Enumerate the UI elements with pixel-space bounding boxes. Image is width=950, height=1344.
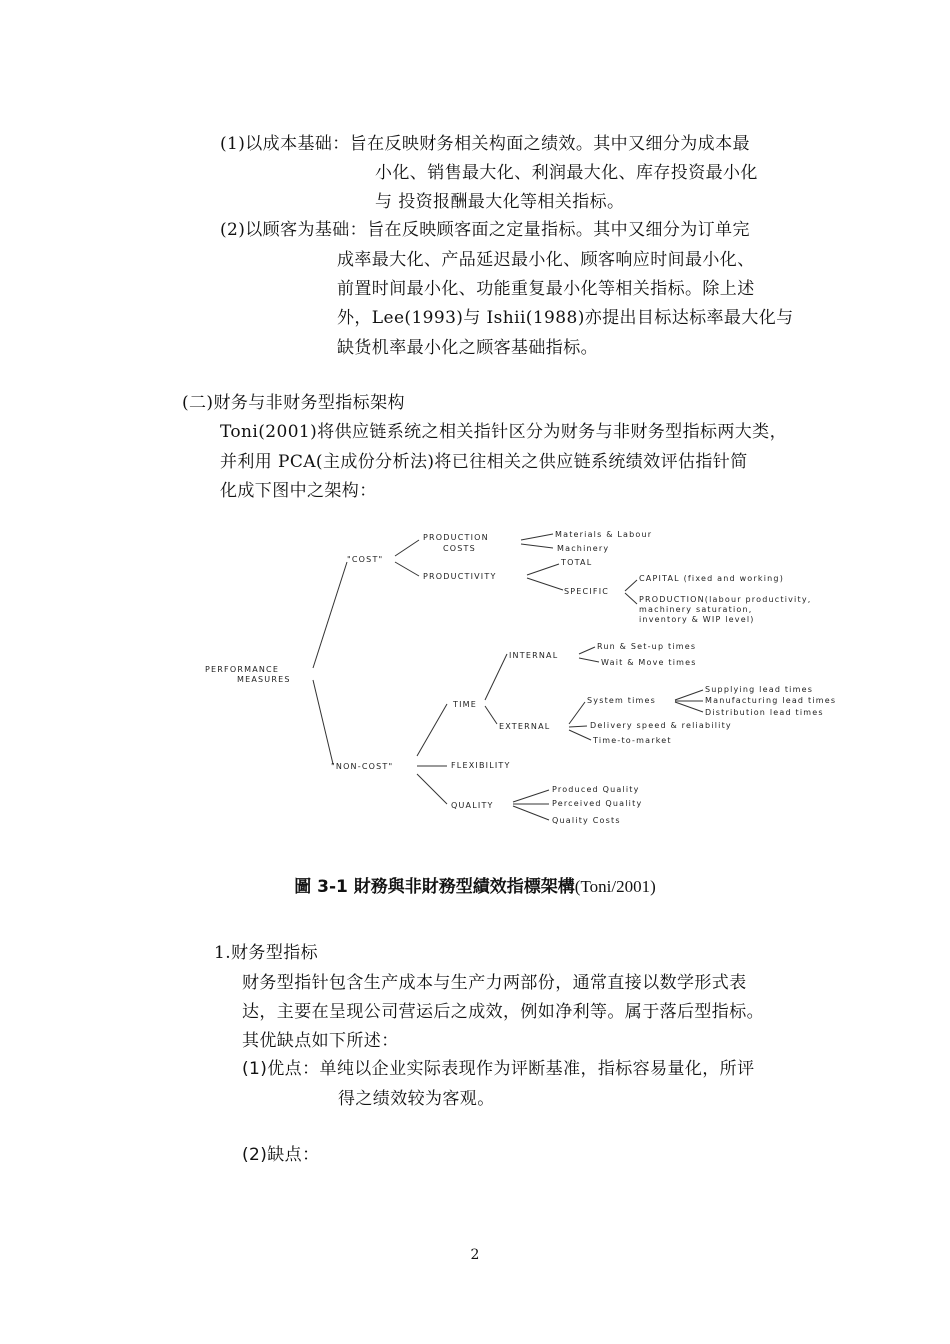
section-heading-financial-framework: (二)财务与非财务型指标架构 [182, 393, 405, 413]
para-customer-basis-line3: 前置时间最小化、功能重复最小化等相关指标。除上述 [337, 279, 755, 299]
edge-noncost-time [417, 704, 447, 756]
edge-distribution [675, 702, 703, 712]
edge-cost-production-costs [395, 540, 419, 556]
node-cost: "COST" [347, 555, 384, 564]
para-customer-basis-line2: 成率最大化、产品延迟最小化、顾客响应时间最小化、 [337, 250, 755, 270]
edge-root-noncost [313, 680, 333, 764]
node-supplying-lead-times: Supplying lead times [705, 685, 814, 694]
node-machinery: Machinery [557, 544, 610, 553]
edge-machinery [521, 544, 553, 548]
advantages-line2: 得之绩效较为客观。 [338, 1089, 495, 1109]
section2-line2: 并利用 PCA(主成份分析法)将已往相关之供应链系统绩效评估指针简 [220, 452, 748, 472]
node-run-setup: Run & Set-up times [597, 642, 697, 651]
node-performance-measures-1: PERFORMANCE [205, 665, 280, 674]
node-production-specific-1: PRODUCTION(labour productivity, [639, 595, 812, 604]
node-capital: CAPITAL (fixed and working) [639, 574, 785, 583]
performance-measures-tree-diagram [195, 520, 875, 840]
advantages-text: 优点：单纯以企业实际表现作为评断基准，指标容易量化，所评 [267, 1059, 755, 1079]
node-quality-costs: Quality Costs [552, 816, 621, 825]
node-production-specific-2: machinery saturation, [639, 605, 753, 614]
disadvantages-number: (2) [242, 1145, 268, 1165]
node-specific: SPECIFIC [564, 587, 610, 596]
node-performance-measures-2: MEASURES [237, 675, 291, 684]
advantages-number: (1) [242, 1059, 268, 1079]
edge-materials [521, 534, 553, 540]
edge-production-specific [625, 593, 637, 604]
node-manufacturing-lead-times: Manufacturing lead times [705, 696, 837, 705]
edge-specific [527, 578, 563, 590]
edge-cost-productivity [395, 562, 419, 576]
disadvantages-text: 缺点： [267, 1145, 320, 1165]
node-productivity: PRODUCTIVITY [423, 572, 497, 581]
node-distribution-lead-times: Distribution lead times [705, 708, 824, 717]
section3-line3: 其优缺点如下所述： [242, 1031, 399, 1051]
disadvantages-line [242, 1143, 319, 1167]
edge-root-cost [313, 562, 347, 668]
edge-delivery [569, 726, 587, 727]
edge-produced-quality [513, 790, 549, 802]
node-delivery-speed: Delivery speed & reliability [590, 721, 732, 730]
node-non-cost: "NON-COST" [331, 762, 394, 771]
edge-noncost-quality [417, 774, 447, 804]
edge-system-times [569, 702, 585, 724]
figure-caption-main: 圖 3-1 財務與非財務型績效指標架構 [294, 877, 575, 897]
node-production-costs-2: COSTS [443, 544, 476, 553]
section2-line1: Toni(2001)将供应链系统之相关指针区分为财务与非财务型指标两大类， [220, 422, 787, 442]
edge-time-internal [485, 654, 507, 700]
node-wait-move: Wait & Move times [601, 658, 697, 667]
edge-capital [625, 580, 637, 591]
node-time-to-market: Time-to-market [593, 736, 672, 745]
edge-time-to-market [569, 730, 591, 740]
figure-caption [0, 872, 950, 897]
node-external: EXTERNAL [499, 722, 551, 731]
section3-line1: 财务型指针包含生产成本与生产力两部份，通常直接以数学形式表 [242, 973, 747, 993]
node-perceived-quality: Perceived Quality [552, 799, 643, 808]
section2-line3: 化成下图中之架构： [220, 481, 377, 501]
edge-time-external [485, 706, 497, 724]
node-produced-quality: Produced Quality [552, 785, 640, 794]
edge-wait-move [579, 658, 599, 662]
node-production-specific-3: inventory & WIP level) [639, 615, 755, 624]
para-cost-basis-line1: (1)以成本基础：旨在反映财务相关构面之绩效。其中又细分为成本最 [220, 134, 750, 154]
edge-total [527, 564, 559, 575]
para-cost-basis-line2: 小化、销售最大化、利润最大化、库存投资最小化 [375, 163, 758, 183]
node-internal: INTERNAL [509, 651, 559, 660]
advantages-line1 [242, 1057, 754, 1081]
para-cost-basis-line3: 与 投资报酬最大化等相关指标。 [375, 192, 625, 212]
node-flexibility: FLEXIBILITY [451, 761, 511, 770]
node-time: TIME [453, 700, 478, 709]
para-customer-basis-line5: 缺货机率最小化之顾客基础指标。 [337, 338, 598, 358]
section3-line2: 达，主要在呈现公司营运后之成效，例如净利等。属于落后型指标。 [242, 1002, 764, 1022]
edge-quality-costs [513, 806, 549, 820]
figure-caption-source: (Toni/2001) [574, 877, 656, 896]
edge-supplying [675, 690, 703, 700]
node-production-costs-1: PRODUCTION [423, 533, 489, 542]
edge-run-setup [579, 647, 595, 654]
para-customer-basis-line4: 外，Lee(1993)与 Ishii(1988)亦提出目标达标率最大化与 [337, 308, 794, 328]
node-total: TOTAL [561, 558, 593, 567]
section-heading-financial-indicators: 1.财务型指标 [214, 943, 319, 963]
node-system-times: System times [587, 696, 657, 705]
para-customer-basis-line1: (2)以顾客为基础：旨在反映顾客面之定量指标。其中又细分为订单完 [220, 220, 750, 240]
node-quality: QUALITY [451, 801, 494, 810]
node-materials-labour: Materials & Labour [555, 530, 653, 539]
page-number: 2 [470, 1247, 480, 1263]
